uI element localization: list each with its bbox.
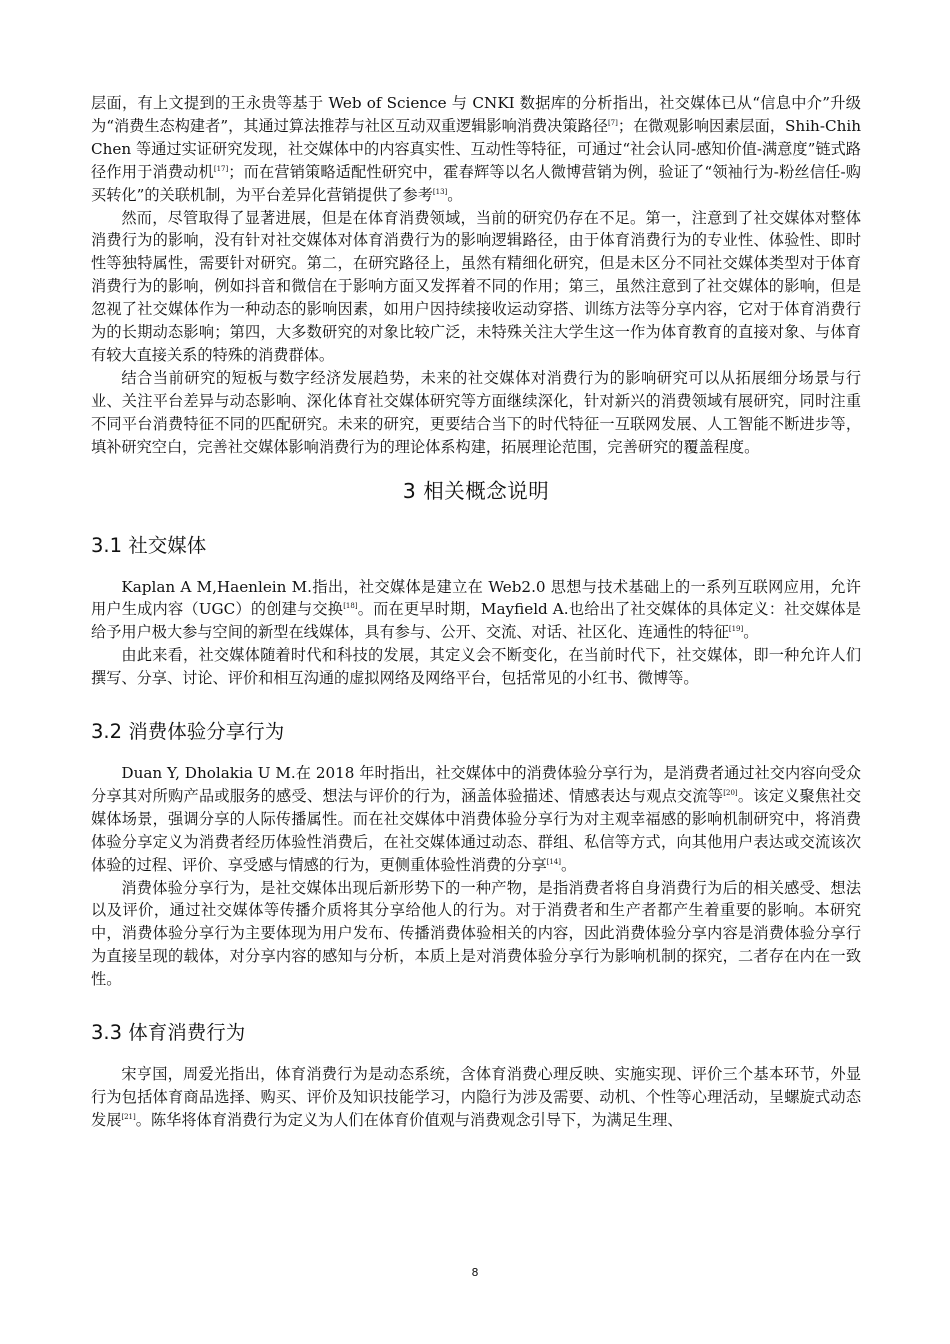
citation: [21]	[121, 1112, 136, 1121]
paragraph-text: ；在微观影响因素层面，Shih-Chih Chen 等通过实证研究发现，社交媒体中的内容真实性、互动性等特征，可通过“社会认同-感知价值-满意度”链式路径作用于消费动机	[91, 116, 862, 181]
paragraph-future-research	[91, 367, 861, 459]
citation: [13]	[432, 187, 448, 196]
paragraph-text: 由此来看，社交媒体随着时代和科技的发展，其定义会不断变化，在当前时代下，社交媒体，即一种允许人们撰写、分享、讨论、评价和相互沟通的虚拟网络及网络平台，包括常见的小红书、微博等。	[91, 646, 861, 688]
paragraph-experience-sharing-summary	[91, 877, 861, 992]
section-title-social-media: 3.1 社交媒体	[91, 533, 207, 557]
paragraph-text: 。而在更早时期，Mayfield A.也给出了社交媒体的具体定义：社交媒体是给予用户极大参与空间的新型在线媒体，具有参与、公开、交流、对话、社区化、连通性的特征	[91, 600, 861, 642]
paragraph-social-media-summary	[91, 644, 861, 690]
section-title-experience-sharing: 3.2 消费体验分享行为	[91, 720, 285, 744]
citation: [17]	[213, 164, 229, 173]
page-number: 8	[471, 1266, 479, 1279]
paragraph-text: 。	[447, 185, 463, 204]
citation: [19]	[728, 625, 744, 634]
citation: [14]	[546, 857, 561, 866]
paragraph-text: Kaplan A M,Haenlein M.指出，社交媒体是建立在 Web2.0 思想与技术基础上的一系列互联网应用，允许用户生成内容（UGC）的创建与交换	[91, 577, 861, 619]
paragraph-text: 然而，尽管取得了显著进展，但是在体育消费领域，当前的研究仍存在不足。第一，注意到了社交媒体对整体消费行为的影响，没有针对社交媒体对体育消费行为的影响逻辑路径，由于体育消费行为的专业性、体验性、即时性等独特属性，需要针对研究。第二，在研究路径上，虽然有精细化研究，但是未区分不同社交媒体类型对于体育消费行为的影响，例如抖音和微信在于影响方面又发挥着不同的作用；第三，虽然注意到了社交媒体的影响，但是忽视了社交媒体作为一种动态的影响因素，如用户因持续接收运动穿搭、训练方法等分享内容，它对于体育消费行为的长期动态影响；第四，大多数研究的对象比较广泛，未特殊关注大学生这一作为体育教育的直接对象、与体育有较大直接关系的特殊的消费群体。	[91, 208, 861, 364]
paragraph-text: 结合当前研究的短板与数字经济发展趋势，未来的社交媒体对消费行为的影响研究可以从拓展细分场景与行业、关注平台差异与动态影响、深化体育社交媒体研究等方面继续深化，针对新兴的消费领域有展研究，同时注重不同平台消费特征不同的匹配研究。未来的研究，更要结合当下的时代特征一互联网发展、人工智能不断进步等，填补研究空白，完善社交媒体影响消费行为的理论体系构建，拓展理论范围，完善研究的覆盖程度。	[91, 368, 861, 456]
paragraph-text: 。	[743, 623, 759, 642]
paragraph-text: 层面，有上文提到的王永贵等基于 Web of Science 与 CNKI 数据库的分析指出，社交媒体已从“信息中介”升级为“消费生态构建者”，其通过算法推荐与社区互动双重逻辑影响消费决策路径	[91, 94, 861, 135]
paragraph-research-gaps	[91, 207, 861, 367]
paragraph-sports-consumption-definition	[91, 1063, 861, 1132]
paragraph-text: ；而在营销策略适配性研究中，霍春辉等以名人微博营销为例，验证了“领袖行为-粉丝信任-购买转化”的关联机制，为平台差异化营销提供了参考	[91, 162, 861, 204]
page-body	[91, 92, 861, 1132]
citation: [18]	[343, 602, 358, 611]
paragraph-literature-review-cont	[91, 92, 861, 207]
paragraph-text: 。	[561, 855, 577, 874]
paragraph-experience-sharing-definition	[91, 762, 861, 877]
chapter-title: 3 相关概念说明	[402, 478, 550, 503]
paragraph-text: 宋亨国，周爱光指出，体育消费行为是动态系统，含体育消费心理反映、实施实现、评价三个基本环节，外显行为包括体育商品选择、购买、评价及知识技能学习，内隐行为涉及需要、动机、个性等心理活动，呈螺旋式动态发展	[91, 1065, 861, 1129]
citation: [20]	[723, 788, 738, 797]
paragraph-text: 。陈华将体育消费行为定义为人们在体育价值观与消费观念引导下，为满足生理、	[135, 1110, 683, 1129]
paragraph-text: 。该定义聚焦社交媒体场景，强调分享的人际传播属性。而在社交媒体中消费体验分享行为对主观幸福感的影响机制研究中，将消费体验分享定义为消费者经历体验性消费后，在社交媒体通过动态、群组、私信等方式，向其他用户表达或交流该次体验的过程、评价、享受感与情感的行为，更侧重体验性消费的分享	[91, 786, 862, 874]
citation: [7]	[607, 118, 618, 127]
paragraph-text: Duan Y, Dholakia U M.在 2018 年时指出，社交媒体中的消费体验分享行为，是消费者通过社交内容向受众分享其对所购产品或服务的感受、想法与评价的行为，涵盖体验描述、情感表达与观点交流等	[91, 764, 861, 805]
section-title-sports-consumption: 3.3 体育消费行为	[91, 1021, 246, 1045]
paragraph-text: 消费体验分享行为，是社交媒体出现后新形势下的一种产物，是指消费者将自身消费行为后的相关感受、想法以及评价，通过社交媒体等传播介质将其分享给他人的行为。对于消费者和生产者都产生着重要的影响。本研究中，消费体验分享行为主要体现为用户发布、传播消费体验相关的内容，因此消费体验分享内容是消费体验分享行为直接呈现的载体，对分享内容的感知与分析，本质上是对消费体验分享行为影响机制的探究，二者存在内在一致性。	[91, 878, 861, 989]
paragraph-social-media-definition	[91, 576, 861, 645]
